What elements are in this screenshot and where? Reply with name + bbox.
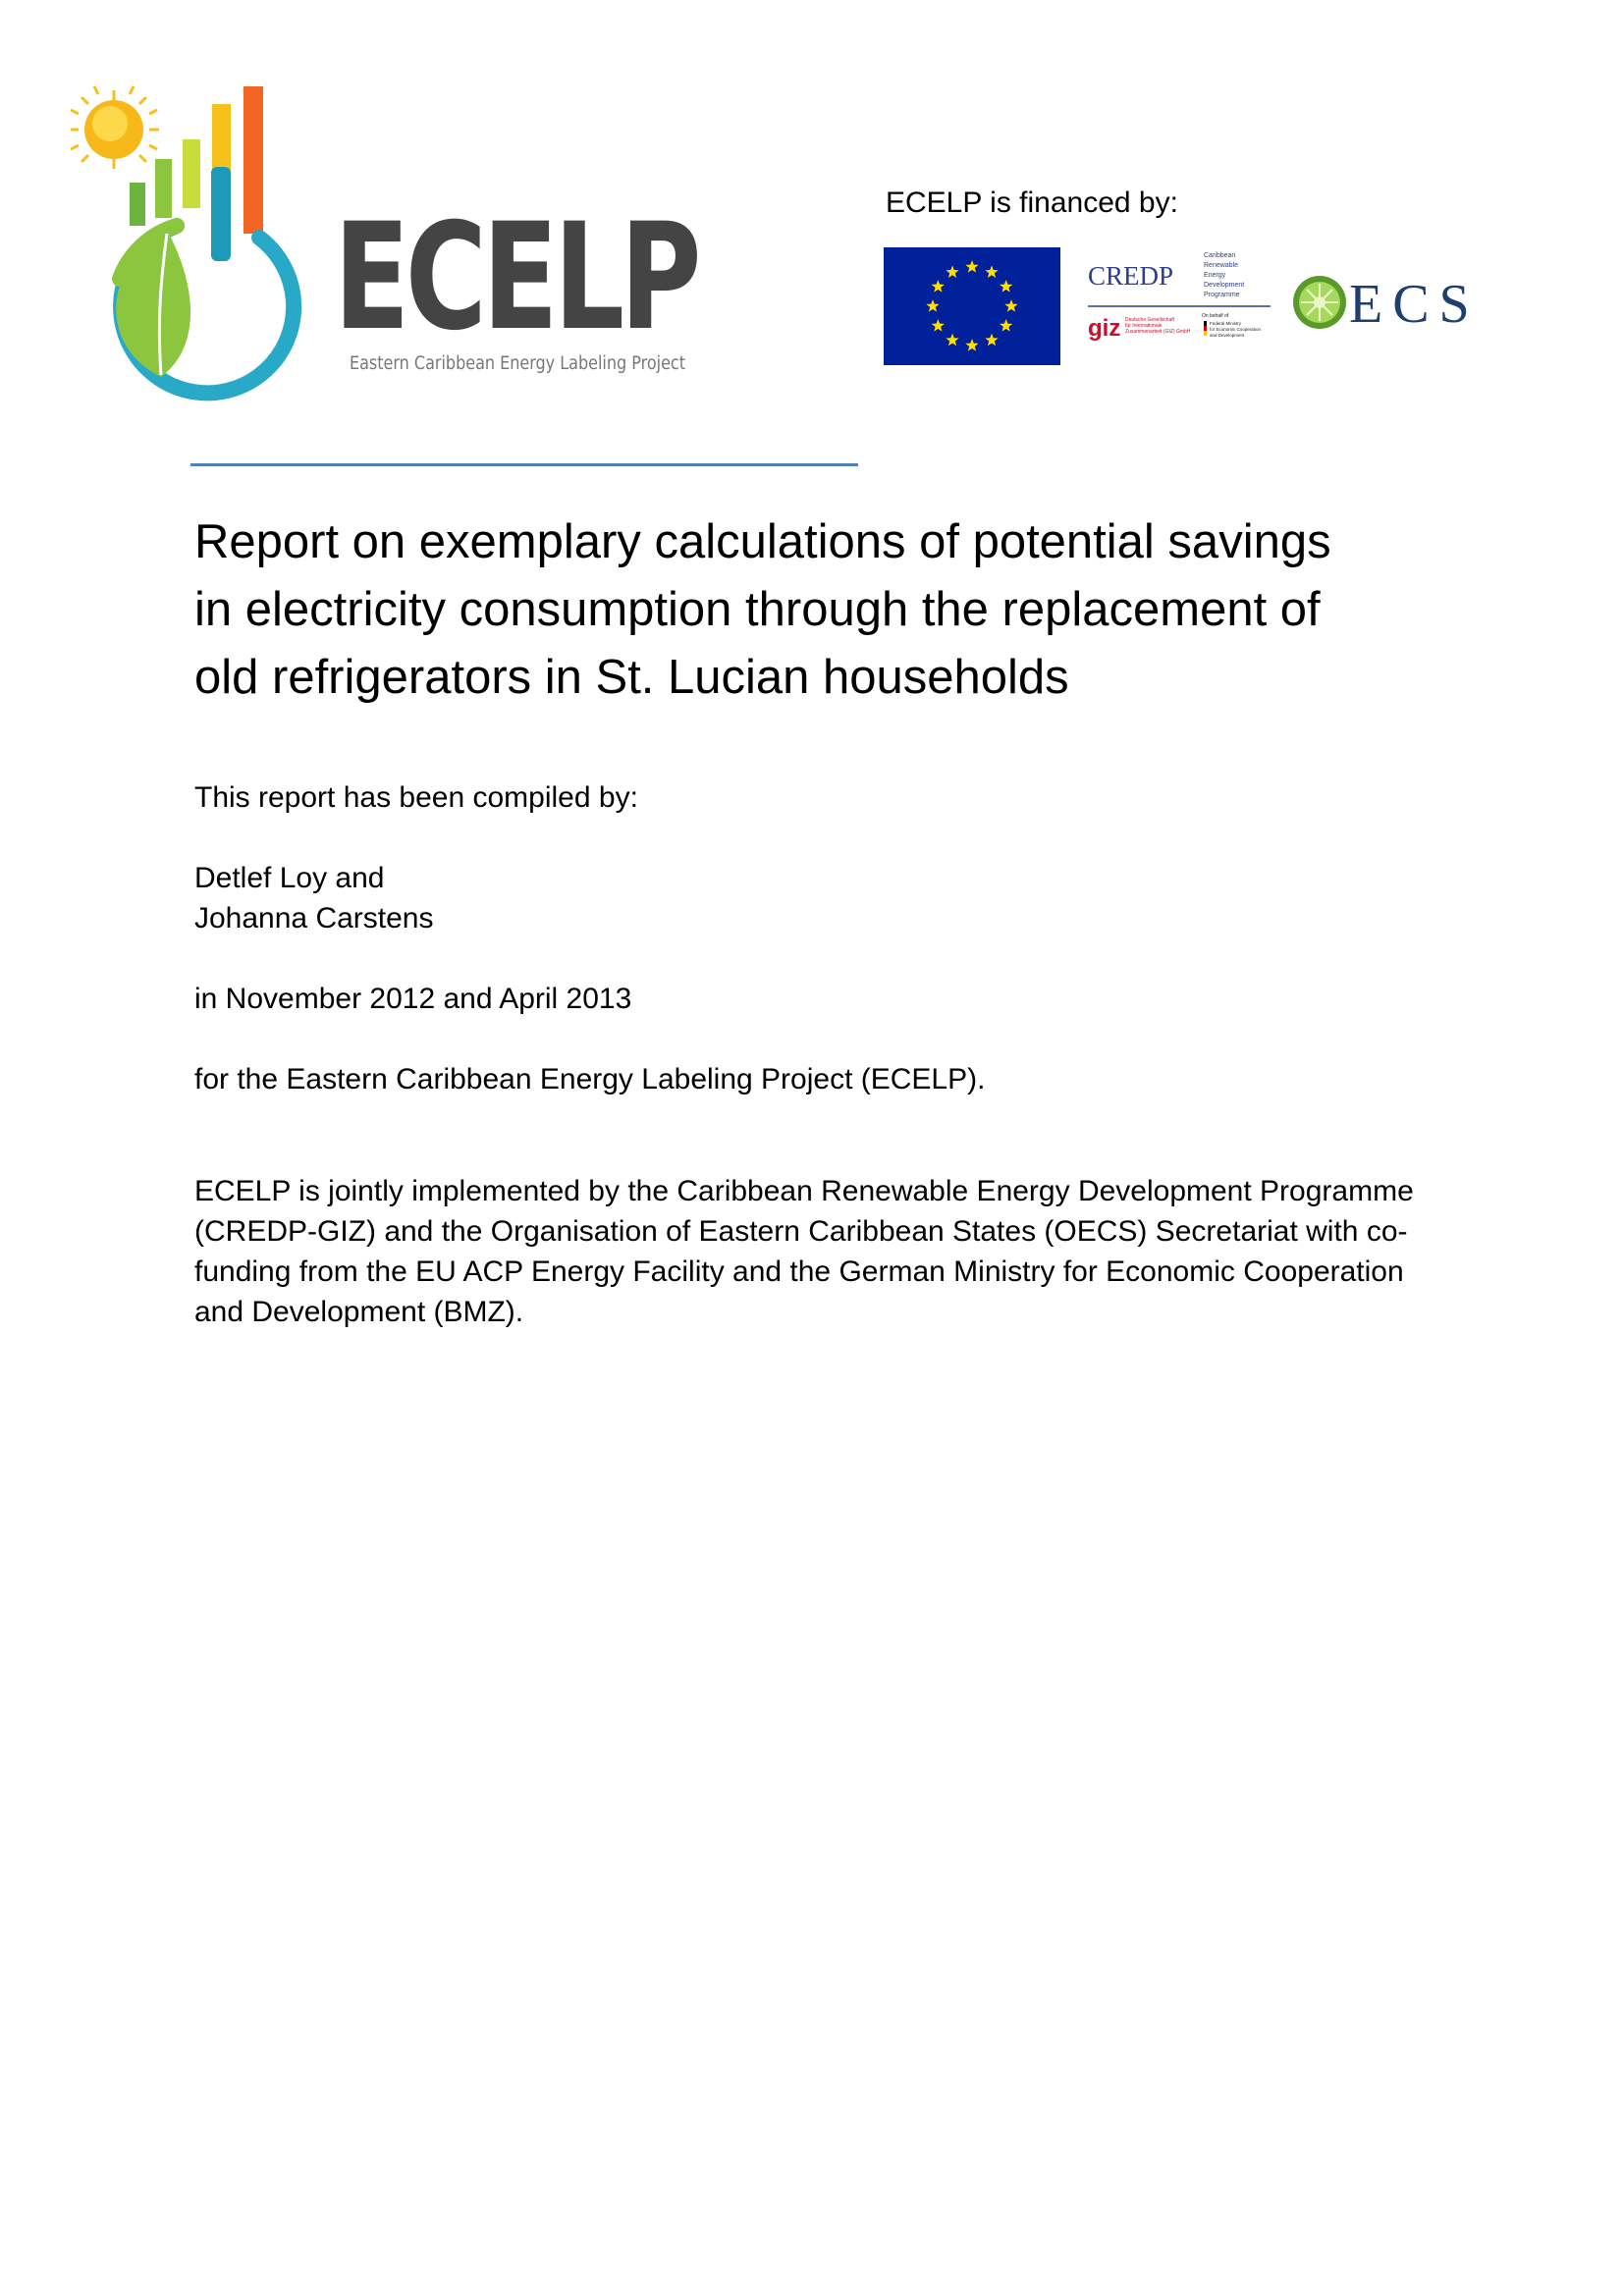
- credp-expansion-line: Programme: [1204, 292, 1240, 298]
- credp-wordmark: CREDP: [1088, 261, 1174, 291]
- ministry-line: for Economic Cooperation: [1210, 327, 1262, 332]
- ecelp-wordmark: ECELP: [334, 192, 698, 363]
- report-title: [194, 508, 1471, 712]
- author-name: Johanna Carstens: [194, 902, 434, 934]
- credp-expansion-line: Development: [1204, 282, 1245, 289]
- oecs-logo: [1292, 265, 1475, 334]
- credp-expansion-line: Caribbean: [1204, 252, 1236, 259]
- funding-line: and Development (BMZ).: [194, 1296, 524, 1328]
- eu-flag-logo: [884, 247, 1060, 365]
- project-line: for the Eastern Caribbean Energy Labeling Project (ECELP).: [194, 1063, 986, 1095]
- oecs-lime-icon: [1293, 276, 1346, 329]
- credp-expansion-line: Energy: [1204, 272, 1226, 279]
- ecelp-power-leaf-icon: [71, 82, 699, 406]
- report-period: in November 2012 and April 2013: [194, 983, 632, 1015]
- report-title-line: old refrigerators in St. Lucian households: [194, 651, 1069, 704]
- german-flag-icon: [1204, 321, 1207, 336]
- eu-flag-icon: [884, 247, 1060, 365]
- giz-wordmark: giz: [1088, 315, 1121, 342]
- giz-name-line: Deutsche Gesellschaft: [1125, 317, 1175, 323]
- giz-name-line: Zusammenarbeit (GIZ) GmbH: [1125, 329, 1191, 335]
- ministry-line: Federal Ministry: [1210, 321, 1242, 326]
- ecelp-logo: [71, 82, 699, 406]
- funding-line: (CREDP-GIZ) and the Organisation of Eastern Caribbean States (OECS) Secretariat with co-: [194, 1215, 1408, 1248]
- credp-giz-logo: [1086, 247, 1274, 351]
- credp-expansion-line: Renewable: [1204, 262, 1239, 269]
- ecelp-tagline: Eastern Caribbean Energy Labeling Project: [350, 353, 685, 374]
- financed-by-label: ECELP is financed by:: [886, 187, 1178, 219]
- funding-paragraph: [194, 1171, 1490, 1332]
- funding-line: funding from the EU ACP Energy Facility and the German Ministry for Economic Cooperation: [194, 1255, 1404, 1288]
- on-behalf-label: On behalf of: [1202, 313, 1229, 319]
- compiled-by-text: This report has been compiled by:: [194, 781, 638, 814]
- ministry-line: and Development: [1210, 333, 1245, 338]
- title-rule: [190, 463, 858, 466]
- funding-line: ECELP is jointly implemented by the Caribbean Renewable Energy Development Programme: [194, 1175, 1414, 1207]
- giz-name-line: für Internationale: [1125, 323, 1163, 329]
- oecs-wordmark: ECS: [1349, 274, 1475, 334]
- sun-icon: [71, 86, 159, 169]
- report-title-line: in electricity consumption through the replacement of: [194, 583, 1321, 636]
- report-title-line: Report on exemplary calculations of potential savings: [194, 515, 1331, 568]
- bar-graph-icon: [130, 86, 263, 234]
- author-name: Detlef Loy and: [194, 862, 385, 894]
